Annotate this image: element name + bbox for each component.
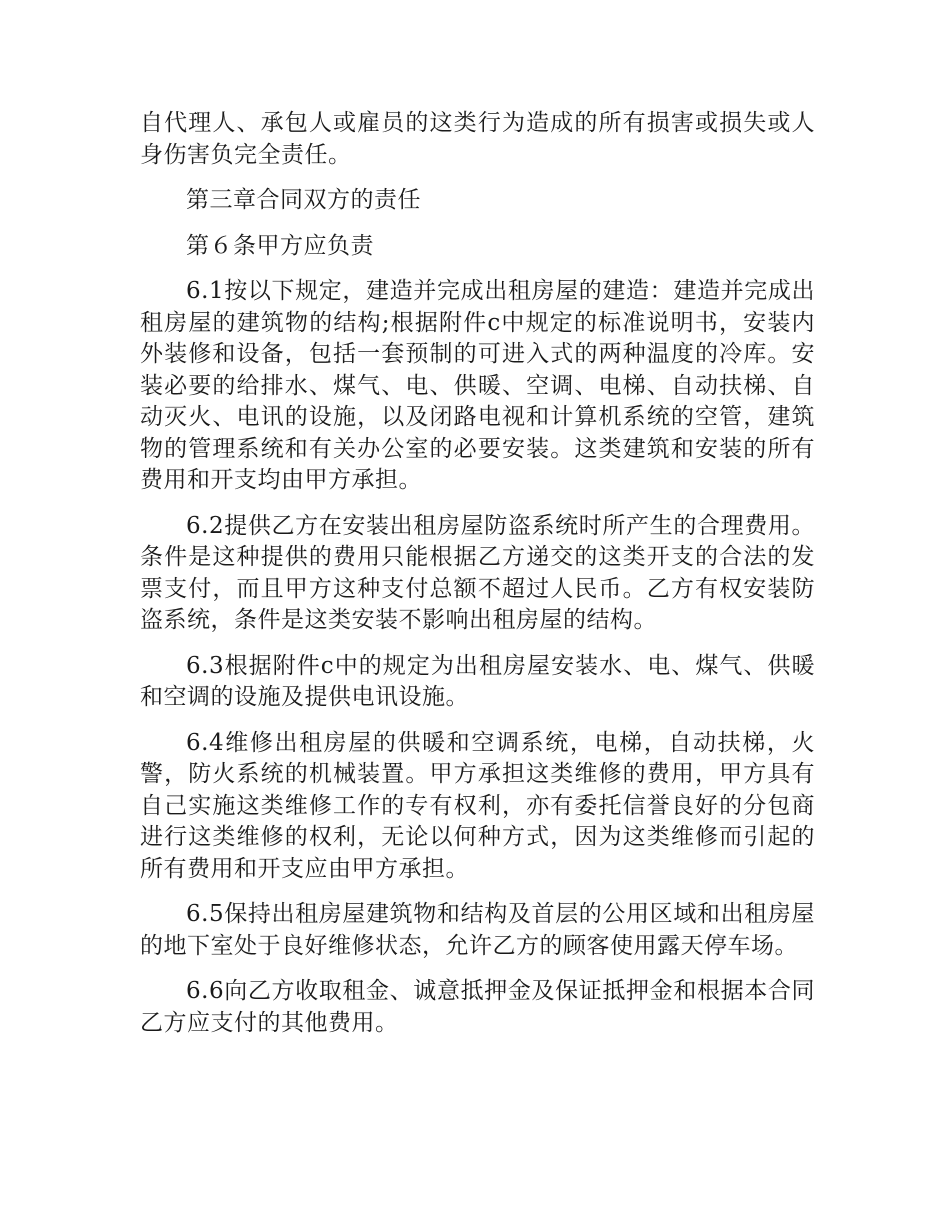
clause-6-3: 6.3根据附件c中的规定为出租房屋安装水、电、煤气、供暖和空调的设施及提供电讯设施。 xyxy=(140,652,815,710)
clause-6-6: 6.6向乙方收取租金、诚意抵押金及保证抵押金和根据本合同乙方应支付的其他费用。 xyxy=(140,978,815,1036)
clause-6-2: 6.2提供乙方在安装出租房屋防盗系统时所产生的合理费用。条件是这种提供的费用只能根据乙方递交的这类开支的合法的发票支付，而且甲方这种支付总额不超过人民币。乙方有权安装防盗系统，条件是这类安装不影响出租房屋的结构。 xyxy=(140,512,815,633)
clause-6-1: 6.1按以下规定，建造并完成出租房屋的建造：建造并完成出租房屋的建筑物的结构;根据附件c中规定的标准说明书，安装内外装修和设备，包括一套预制的可进入式的两种温度的冷库。安装必要的给排水、煤气、电、供暖、空调、电梯、自动扶梯、自动灭火、电讯的设施，以及闭路电视和计算机系统的空管，建筑物的管理系统和有关办公室的必要安装。这类建筑和安装的所有费用和开支均由甲方承担。 xyxy=(140,278,815,493)
paragraph-continuation: 自代理人、承包人或雇员的这类行为造成的所有损害或损失或人身伤害负完全责任。 xyxy=(140,110,815,168)
clause-6-4: 6.4维修出租房屋的供暖和空调系统，电梯，自动扶梯，火警，防火系统的机械装置。甲方承担这类维修的费用，甲方具有自己实施这类维修工作的专有权利，亦有委托信誉良好的分包商进行这类维修的权利，无论以何种方式，因为这类维修而引起的所有费用和开支应由甲方承担。 xyxy=(140,729,815,882)
clause-6-5: 6.5保持出租房屋建筑物和结构及首层的公用区域和出租房屋的地下室处于良好维修状态，允许乙方的顾客使用露天停车场。 xyxy=(140,901,815,959)
document-page xyxy=(140,108,815,1053)
chapter-heading: 第三章合同双方的责任 xyxy=(186,187,421,213)
article-heading: 第６条甲方应负责 xyxy=(186,232,374,259)
